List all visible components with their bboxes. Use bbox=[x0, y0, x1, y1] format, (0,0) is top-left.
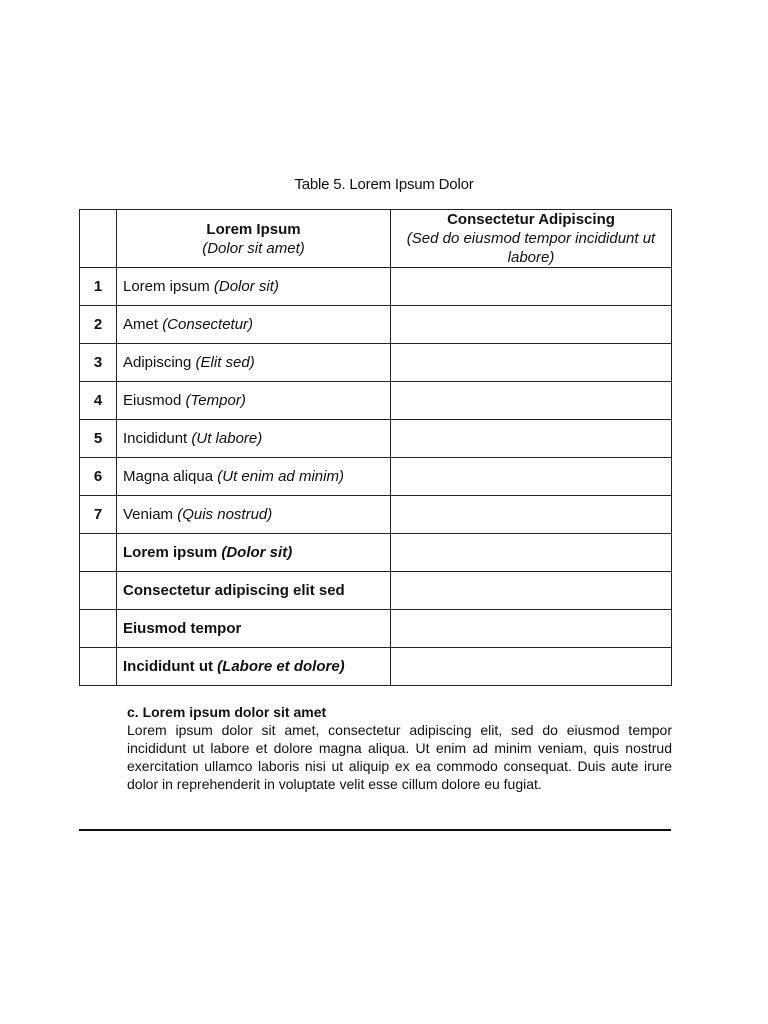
row-number-empty bbox=[80, 534, 117, 572]
row-number-empty bbox=[80, 648, 117, 686]
row-label bbox=[117, 344, 391, 382]
row-label-tagalog: (Dolor sit) bbox=[213, 278, 279, 295]
row-number: 5 bbox=[80, 420, 117, 458]
row-label-english: Eiusmod bbox=[123, 392, 182, 409]
row-count-cell bbox=[391, 458, 672, 496]
row-label bbox=[117, 572, 391, 610]
table-caption-number: Table 5. bbox=[294, 176, 346, 193]
row-label bbox=[117, 458, 391, 496]
row-count-cell bbox=[391, 382, 672, 420]
row-label-english: Veniam bbox=[123, 506, 174, 523]
row-label-english: Consectetur adipiscing elit sed bbox=[123, 582, 345, 599]
row-label bbox=[117, 382, 391, 420]
row-number: 2 bbox=[80, 306, 117, 344]
row-number: 6 bbox=[80, 458, 117, 496]
row-count-cell bbox=[391, 344, 672, 382]
row-count-cell bbox=[391, 572, 672, 610]
header-count-subtitle: (Sed do eiusmod tempor incididunt ut labore) bbox=[406, 230, 656, 266]
row-label-tagalog: (Ut labore) bbox=[191, 430, 263, 447]
row-label-english: Amet bbox=[123, 316, 159, 333]
row-number: 7 bbox=[80, 496, 117, 534]
row-label bbox=[117, 420, 391, 458]
table-caption-title: Lorem Ipsum Dolor bbox=[349, 176, 474, 193]
row-count-cell bbox=[391, 496, 672, 534]
table-row bbox=[80, 306, 672, 344]
row-label-tagalog: (Consectetur) bbox=[162, 316, 254, 333]
section-heading: c. Lorem ipsum dolor sit amet bbox=[127, 704, 327, 720]
header-count-cell bbox=[391, 210, 672, 268]
row-label-english: Lorem ipsum bbox=[123, 278, 210, 295]
row-count-cell bbox=[391, 306, 672, 344]
row-label bbox=[117, 648, 391, 686]
row-count-cell bbox=[391, 648, 672, 686]
row-label-english: Incididunt bbox=[123, 430, 188, 447]
row-label bbox=[117, 496, 391, 534]
table-row bbox=[80, 420, 672, 458]
row-number: 4 bbox=[80, 382, 117, 420]
row-number-empty bbox=[80, 610, 117, 648]
table-row bbox=[80, 496, 672, 534]
row-label-tagalog: (Labore et dolore) bbox=[217, 658, 345, 675]
row-label-tagalog: (Dolor sit) bbox=[221, 544, 293, 561]
row-count-cell bbox=[391, 268, 672, 306]
table-row bbox=[80, 344, 672, 382]
header-types-cell bbox=[117, 210, 391, 268]
total-miscues-row bbox=[80, 534, 672, 572]
row-label bbox=[117, 534, 391, 572]
row-label-tagalog: (Tempor) bbox=[185, 392, 246, 409]
row-number-empty bbox=[80, 572, 117, 610]
header-types-subtitle: (Dolor sit amet) bbox=[202, 239, 305, 257]
row-label-english: Eiusmod tempor bbox=[123, 620, 242, 637]
row-label-tagalog: (Ut enim ad minim) bbox=[217, 468, 344, 485]
computing-score-section bbox=[127, 703, 672, 793]
table-row bbox=[80, 268, 672, 306]
horizontal-divider bbox=[79, 829, 671, 831]
row-count-cell bbox=[391, 420, 672, 458]
row-label-tagalog: (Elit sed) bbox=[195, 354, 255, 371]
row-label-english: Magna aliqua bbox=[123, 468, 214, 485]
section-paragraph: Lorem ipsum dolor sit amet, consectetur adipiscing elit, sed do eiusmod tempor incididunt ut labore et dolore magna aliqua. Ut enim ad minim veniam, quis nostrud exercitation ullamco laboris nisi ut aliquip ex ea commodo consequat. Duis aute irure dolor in reprehenderit in voluptate velit esse cillum dolore eu fugiat. bbox=[127, 722, 672, 792]
table-row bbox=[80, 382, 672, 420]
header-number-cell bbox=[80, 210, 117, 268]
oral-reading-score-row bbox=[80, 610, 672, 648]
row-count-cell bbox=[391, 610, 672, 648]
row-number: 3 bbox=[80, 344, 117, 382]
row-label-english: Incididunt ut bbox=[123, 658, 213, 675]
row-label-english: Adipiscing bbox=[123, 354, 192, 371]
header-types-title: Lorem Ipsum bbox=[206, 220, 301, 238]
word-count-row bbox=[80, 572, 672, 610]
row-label bbox=[117, 610, 391, 648]
table-caption bbox=[0, 176, 768, 193]
row-label bbox=[117, 268, 391, 306]
row-label-tagalog: (Quis nostrud) bbox=[177, 506, 273, 523]
row-label-english: Lorem ipsum bbox=[123, 544, 218, 561]
row-label bbox=[117, 306, 391, 344]
table-row bbox=[80, 458, 672, 496]
row-count-cell bbox=[391, 534, 672, 572]
header-count-title: Consectetur Adipiscing bbox=[447, 211, 615, 228]
table-header-row bbox=[80, 210, 672, 268]
row-number: 1 bbox=[80, 268, 117, 306]
miscues-summary-table bbox=[79, 209, 672, 686]
reading-level-row bbox=[80, 648, 672, 686]
